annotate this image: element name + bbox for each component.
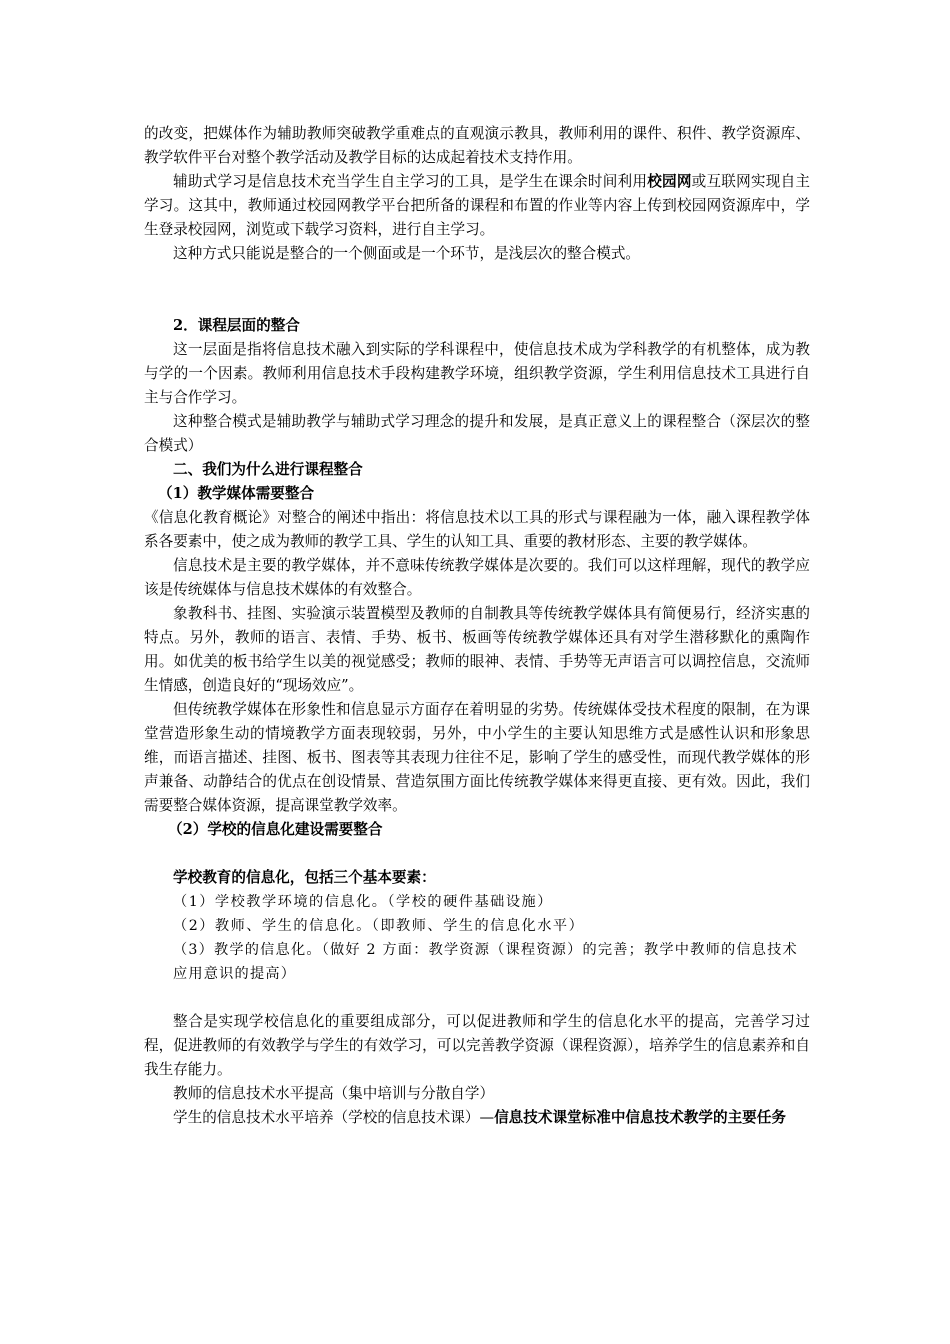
spacer bbox=[144, 842, 810, 866]
bold-term-campus-network: 校园网 bbox=[647, 173, 692, 190]
subsection-heading: （1）教学媒体需要整合 bbox=[158, 485, 315, 502]
list-item: （1）学校教学环境的信息化。（学校的硬件基础设施） bbox=[173, 894, 553, 910]
paragraph: 这一层面是指将信息技术融入到实际的学科课程中，使信息技术成为学科教学的有机整体，成为教与学的一个因素。教师利用信息技术手段构建教学环境，组织教学资源，学生利用信息技术工具进行自主与合作学习。 bbox=[144, 341, 810, 406]
spacer bbox=[144, 266, 810, 314]
paragraph: 象教科书、挂图、实验演示装置模型及教师的自制教具等传统教学媒体具有简便易行，经济实惠的特点。另外，教师的语言、表情、手势、板书、板画等传统教学媒体还具有对学生潜移默化的熏陶作用。如优美的板书给学生以美的视觉感受；教师的眼神、表情、手势等无声语言可以调控信息，交流师生情感，创造良好的“现场效应”。 bbox=[144, 605, 810, 694]
list-heading: 学校教育的信息化，包括三个基本要素： bbox=[173, 869, 436, 886]
paragraph: 《信息化教育概论》对整合的阐述中指出：将信息技术以工具的形式与课程融为一体，融入课程教学体系各要素中，使之成为教师的教学工具、学生的认知工具、重要的教材形态、主要的教学媒体。 bbox=[144, 509, 810, 550]
paragraph bbox=[144, 170, 810, 242]
paragraph: 信息技术是主要的教学媒体，并不意味传统教学媒体是次要的。我们可以这样理解，现代的教学应该是传统媒体与信息技术媒体的有效整合。 bbox=[144, 557, 810, 598]
paragraph bbox=[144, 1106, 810, 1130]
paragraph: 教师的信息技术水平提高（集中培训与分散自学） bbox=[173, 1085, 495, 1102]
paragraph: 这种整合模式是辅助教学与辅助式学习理念的提升和发展，是真正意义上的课程整合（深层次的整合模式） bbox=[144, 413, 810, 454]
paragraph: 整合是实现学校信息化的重要组成部分，可以促进教师和学生的信息化水平的提高，完善学习过程，促进教师的有效教学与学生的有效学习，可以完善教学资源（课程资源），培养学生的信息素养和自我生存能力。 bbox=[144, 1013, 810, 1078]
list-item: （2）教师、学生的信息化。（即教师、学生的信息化水平） bbox=[173, 918, 585, 934]
paragraph: 但传统教学媒体在形象性和信息显示方面存在着明显的劣势。传统媒体受技术程度的限制，在为课堂营造形象生动的情境教学方面表现较弱，另外，中小学生的主要认知思维方式是感性认识和形象思维，而语言描述、挂图、板书、图表等其表现力往往不足，影响了学生的感受性，而现代教学媒体的形声兼备、动静结合的优点在创设情景、营造氛围方面比传统教学媒体来得更直接、更有效。因此，我们需要整合媒体资源，提高课堂教学效率。 bbox=[144, 701, 810, 814]
bold-phrase: 信息技术课堂标准中信息技术教学的主要任务 bbox=[494, 1109, 786, 1126]
list-item: （3）教学的信息化。（做好 2 方面：教学资源（课程资源）的完善；教学中教师的信息技术应用意识的提高） bbox=[173, 942, 798, 982]
section-heading: 2．课程层面的整合 bbox=[173, 317, 300, 334]
paragraph-text: 学生的信息技术水平培养（学校的信息技术课）— bbox=[173, 1109, 495, 1126]
paragraph-text: 辅助式学习是信息技术充当学生自主学习的工具，是学生在课余时间利用 bbox=[173, 173, 648, 190]
paragraph-text: 或互联网实现自主学习。这其中，教师通过校园网教学平台把所备的课程和布置的作业等内容上传到校园网资源库中，学生登录校园网，浏览或下载学习资料，进行自主学习。 bbox=[144, 173, 810, 238]
spacer bbox=[144, 986, 810, 1010]
section-heading: 二、我们为什么进行课程整合 bbox=[173, 461, 363, 478]
document-body bbox=[144, 122, 810, 1130]
paragraph: 的改变，把媒体作为辅助教师突破教学重难点的直观演示教具，教师利用的课件、积件、教学资源库、教学软件平台对整个教学活动及教学目标的达成起着技术支持作用。 bbox=[144, 125, 810, 166]
paragraph: 这种方式只能说是整合的一个侧面或是一个环节，是浅层次的整合模式。 bbox=[173, 245, 641, 262]
subsection-heading: （2）学校的信息化建设需要整合 bbox=[168, 821, 383, 838]
